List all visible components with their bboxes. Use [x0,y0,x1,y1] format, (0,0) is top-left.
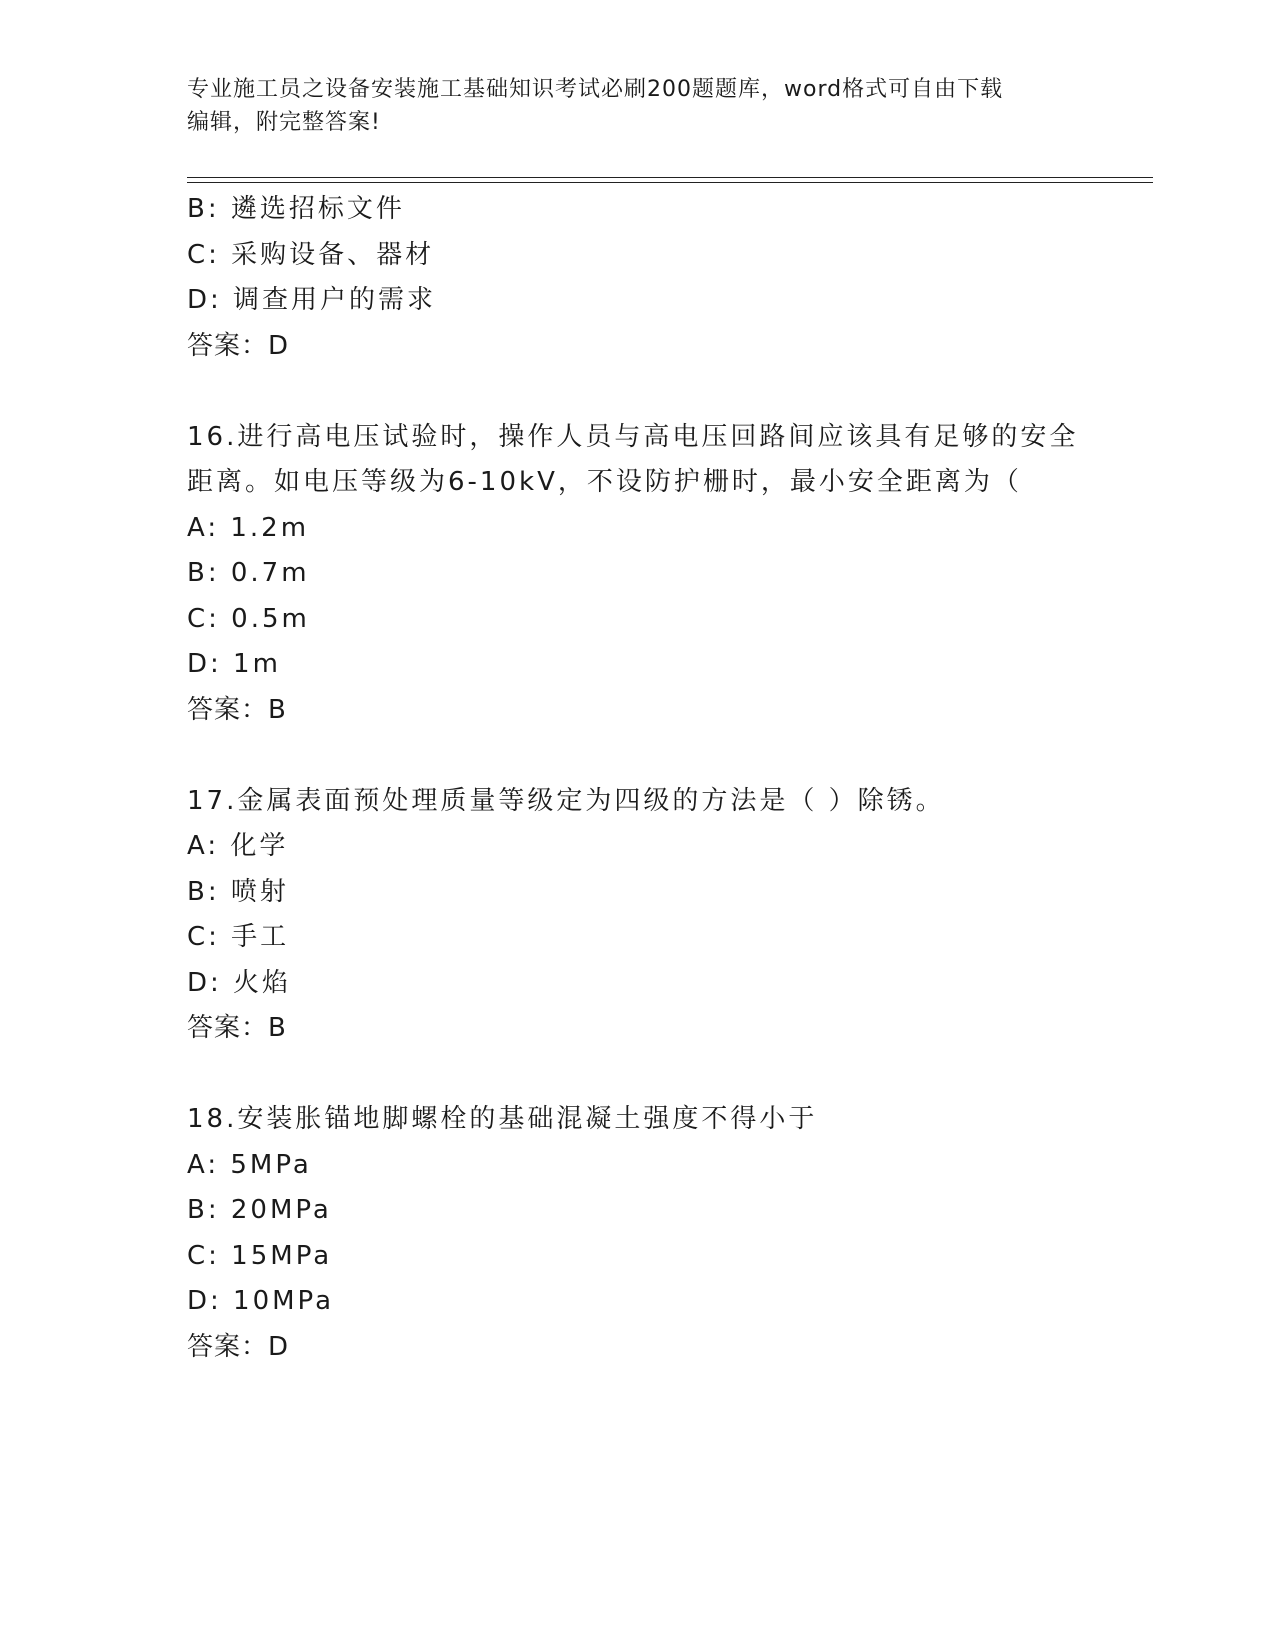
question-16 [187,415,1087,734]
option-c: C: 15MPa [187,1240,333,1271]
question-text-line: 距离。如电压等级为6-10kV，不设防护栅时，最小安全距离为（ [187,467,1022,497]
option-a: A: 化学 [187,831,289,861]
answer-line: 答案：D [187,1331,290,1362]
option-d: D: 10MPa [187,1286,335,1316]
answer-line: 答案：D [187,330,290,361]
option-d: D: 调查用户的需求 [187,285,437,315]
question-spacer [187,1052,1087,1098]
question-text-line: 17.金属表面预处理质量等级定为四级的方法是（ ）除锈。 [187,785,945,816]
option-a: A: 1.2m [187,512,310,543]
question-18 [187,1097,1087,1370]
question-text-line: 18.安装胀锚地脚螺栓的基础混凝土强度不得小于 [187,1104,818,1134]
answer-line: 答案：B [187,694,287,725]
header-title-line-1: 专业施工员之设备安装施工基础知识考试必刷200题题库，word格式可自由下载 [187,77,1004,102]
question-carry-over [187,187,1087,369]
header-title-line-2: 编辑，附完整答案! [187,110,381,135]
option-c: C: 0.5m [187,603,310,634]
option-c: C: 采购设备、器材 [187,239,435,270]
answer-line: 答案：B [187,1013,287,1043]
header-divider-bottom [187,182,1153,183]
document-header [187,73,1087,139]
option-d: D: 1m [187,649,281,679]
question-17 [187,779,1087,1052]
question-spacer [187,369,1087,415]
question-list [187,187,1087,1370]
option-b: B: 0.7m [187,558,310,588]
question-spacer [187,733,1087,779]
option-b: B: 喷射 [187,876,289,907]
option-d: D: 火焰 [187,967,292,998]
option-b: B: 遴选招标文件 [187,194,405,224]
question-text-line: 16.进行高电压试验时，操作人员与高电压回路间应该具有足够的安全 [187,421,1079,452]
option-c: C: 手工 [187,922,290,952]
header-divider-top [187,177,1153,178]
option-b: B: 20MPa [187,1195,332,1225]
option-a: A: 5MPa [187,1149,312,1180]
